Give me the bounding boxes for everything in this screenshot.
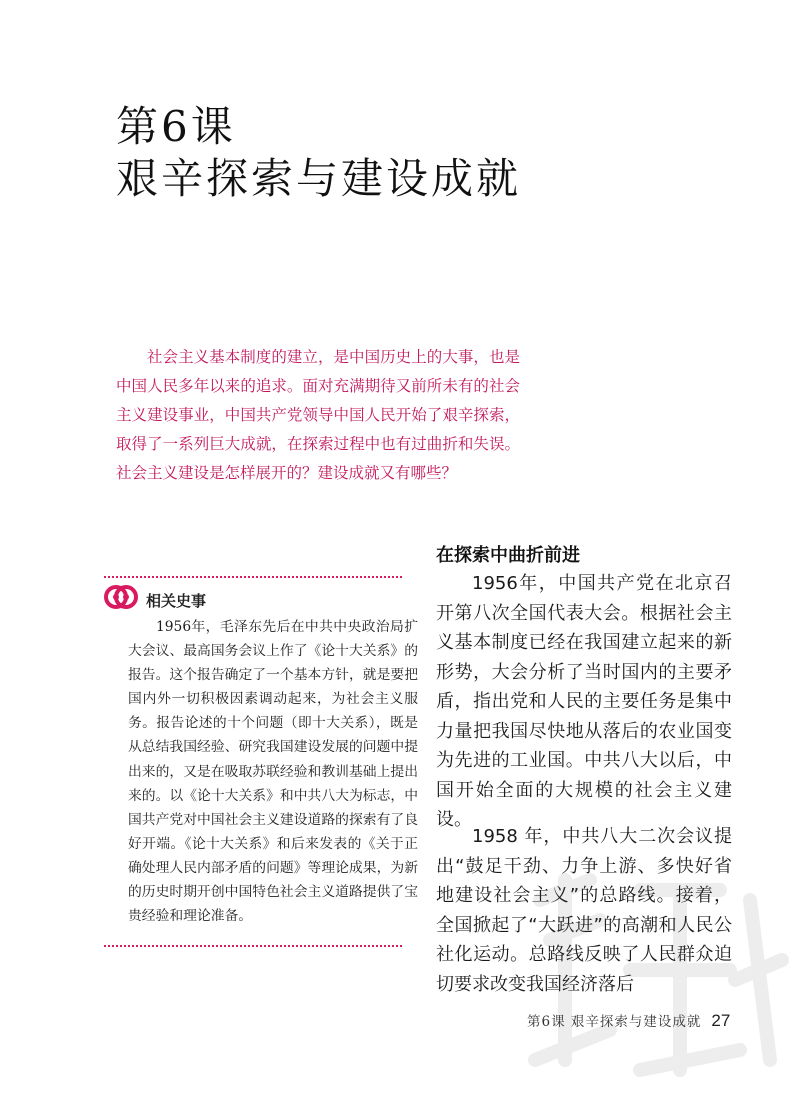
section-heading: 在探索中曲折前进 <box>436 545 580 566</box>
page-footer <box>527 1010 730 1031</box>
related-history-icon <box>104 580 138 614</box>
dotted-divider-bottom <box>104 945 402 947</box>
box-text: 1956年，毛泽东先后在中共中央政治局扩大会议、最高国务会议上作了《论十大关系》的报告。这个报告确定了一个基本方针，就是要把国内外一切积极因素调动起来，为社会主义服务。报告论述的十个问题（即十大关系），既是从总结我国经验、研究我国建设发展的问题中提出来的，又是在吸取苏联经验和教训基础上提出来的。以《论十大关系》和中共八大为标志，中国共产党对中国社会主义建设道路的探索有了良好开端。《论十大关系》和后来发表的《关于正确处理人民内部矛盾的问题》等理论成果，为新的历史时期开创中国特色社会主义道路提供了宝贵经验和理论准备。 <box>128 619 418 925</box>
box-heading: 相关史事 <box>146 592 207 610</box>
lesson-title: 艰辛探索与建设成就 <box>116 154 522 203</box>
footer-title: 第6课 艰辛探索与建设成就 <box>527 1014 702 1030</box>
page-number: 27 <box>711 1011 731 1030</box>
body-paragraph: 1956年，中国共产党在北京召开第八次全国代表大会。根据社会主义基本制度已经在我国建立起来的新形势，大会分析了当时国内的主要矛盾，指出党和人民的主要任务是集中力量把我国尽快地从落后的农业国变为先进的工业国。中共八大以后，中国开始全面的大规模的社会主义建设。 <box>436 573 732 830</box>
dotted-divider-top <box>104 576 402 578</box>
lesson-number: 第6课 <box>116 102 236 151</box>
intro-paragraph: 社会主义基本制度的建立，是中国历史上的大事，也是中国人民多年以来的追求。面对充满期待又前所未有的社会主义建设事业，中国共产党领导中国人民开始了艰辛探索，取得了一系列巨大成就，在探索过程中也有过曲折和失误。社会主义建设是怎样展开的？建设成就又有哪些？ <box>116 348 520 482</box>
body-paragraph: 1958 年，中共八大二次会议提出“鼓足干劲、力争上游、多快好省地建设社会主义”的总路线。接着，全国掀起了“大跃进”的高潮和人民公社化运动。总路线反映了人民群众迫切要求改变我国经济落后 <box>436 826 732 995</box>
watermark-icon <box>520 860 790 1100</box>
